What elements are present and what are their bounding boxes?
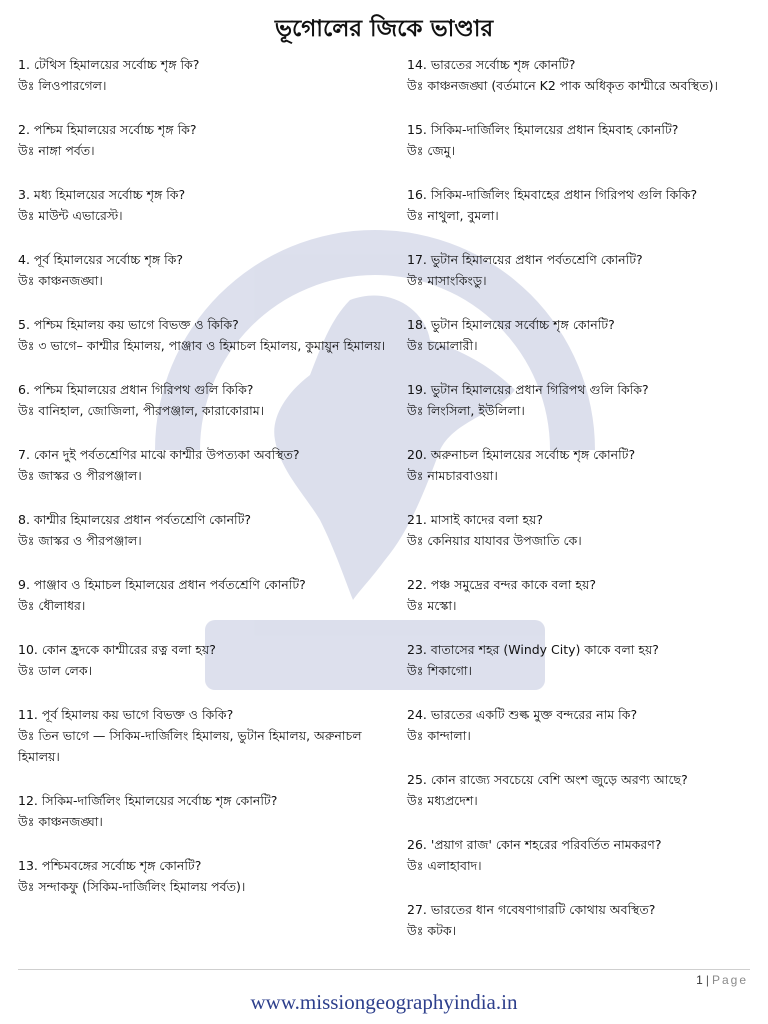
qa-item: [18, 249, 390, 291]
qa-item: [407, 184, 757, 226]
answer-text: উঃ লিওপারগেল।: [18, 78, 107, 93]
question-text: 27. ভারতের ধান গবেষণাগারটি কোথায় অবস্থিত?: [407, 902, 656, 917]
question-text: 8. কাশ্মীর হিমালয়ের প্রধান পর্বতশ্রেণি কোনটি?: [18, 512, 252, 527]
qa-item: [18, 574, 390, 616]
answer-text: উঃ বানিহাল, জোজিলা, পীরপঞ্জাল, কারাকোরাম।: [18, 403, 265, 418]
qa-item: [18, 444, 390, 486]
answer-text: উঃ নাঙ্গা পর্বত।: [18, 143, 95, 158]
qa-item: [18, 379, 390, 421]
answer-text: উঃ জাস্কর ও পীরপঞ্জাল।: [18, 533, 142, 548]
footer-website-link[interactable]: www.missiongeographyindia.in: [250, 990, 518, 1014]
qa-item: [407, 639, 757, 681]
answer-text: উঃ কটক।: [407, 923, 457, 938]
answer-text: উঃ কেনিয়ার যাযাবর উপজাতি কে।: [407, 533, 582, 548]
question-text: 12. সিকিম-দার্জিলিং হিমালয়ের সর্বোচ্চ শৃঙ্গ কোনটি?: [18, 793, 278, 808]
page-label: Page: [711, 973, 748, 987]
question-text: 6. পশ্চিম হিমালয়ের প্রধান গিরিপথ গুলি কিকি?: [18, 382, 254, 397]
question-text: 18. ভুটান হিমালয়ের সর্বোচ্চ শৃঙ্গ কোনটি?: [407, 317, 615, 332]
question-text: 16. সিকিম-দার্জিলিং হিমবাহের প্রধান গিরিপথ গুলি কিকি?: [407, 187, 698, 202]
right-column: [407, 54, 757, 964]
question-text: 10. কোন হ্রদকে কাশ্মীরের রত্ন বলা হয়?: [18, 642, 216, 657]
question-text: 24. ভারতের একটি শুল্ক মুক্ত বন্দরের নাম কি?: [407, 707, 638, 722]
qa-item: [18, 184, 390, 226]
question-text: 19. ভুটান হিমালয়ের প্রধান গিরিপথ গুলি কিকি?: [407, 382, 649, 397]
answer-text: উঃ ৩ ভাগে– কাশ্মীর হিমালয়, পাঞ্জাব ও হিমাচল হিমালয়, কুমায়ুন হিমালয়।: [18, 338, 386, 353]
answer-text: উঃ নামচারবাওয়া।: [407, 468, 498, 483]
question-text: 26. 'প্রয়াগ রাজ' কোন শহরের পরিবর্তিত নামকরণ?: [407, 837, 662, 852]
answer-text: উঃ ডাল লেক।: [18, 663, 93, 678]
answer-text: উঃ শিকাগো।: [407, 663, 473, 678]
qa-item: [18, 855, 390, 897]
answer-text: উঃ তিন ভাগে — সিকিম-দার্জিলিং হিমালয়, ভুটান হিমালয়, অরুনাচল হিমালয়।: [18, 728, 362, 764]
question-text: 1. টেথিস হিমালয়ের সর্বোচ্চ শৃঙ্গ কি?: [18, 57, 200, 72]
answer-text: উঃ সন্দাকফু (সিকিম-দার্জিলিং হিমালয় পর্বত)।: [18, 879, 246, 894]
question-text: 21. মাসাই কাদের বলা হয়?: [407, 512, 544, 527]
question-text: 14. ভারতের সর্বোচ্চ শৃঙ্গ কোনটি?: [407, 57, 576, 72]
question-text: 17. ভুটান হিমালয়ের প্রধান পর্বতশ্রেণি কোনটি?: [407, 252, 643, 267]
left-column: [18, 54, 390, 920]
question-text: 7. কোন দুই পর্বতশ্রেণির মাঝে কাশ্মীর উপত্যকা অবস্থিত?: [18, 447, 300, 462]
qa-item: [407, 574, 757, 616]
qa-item: [407, 769, 757, 811]
question-text: 4. পূর্ব হিমালয়ের সর্বোচ্চ শৃঙ্গ কি?: [18, 252, 184, 267]
qa-item: [407, 704, 757, 746]
qa-item: [407, 379, 757, 421]
question-text: 11. পূর্ব হিমালয় কয় ভাগে বিভক্ত ও কিকি?: [18, 707, 234, 722]
qa-item: [18, 314, 390, 356]
answer-text: উঃ জাস্কর ও পীরপঞ্জাল।: [18, 468, 142, 483]
question-text: 22. পঞ্চ সমুদ্রের বন্দর কাকে বলা হয়?: [407, 577, 596, 592]
footer-divider: [18, 969, 750, 970]
question-text: 15. সিকিম-দার্জিলিং হিমালয়ের প্রধান হিমবাহ কোনটি?: [407, 122, 679, 137]
question-text: 13. পশ্চিমবঙ্গের সর্বোচ্চ শৃঙ্গ কোনটি?: [18, 858, 202, 873]
qa-item: [18, 509, 390, 551]
answer-text: উঃ কাঞ্চনজঙ্ঘা।: [18, 273, 103, 288]
answer-text: উঃ মধ্যপ্রদেশ।: [407, 793, 478, 808]
qa-item: [18, 639, 390, 681]
page-number-value: 1: [696, 973, 703, 987]
answer-text: উঃ কাঞ্চনজঙ্ঘা (বর্তমানে K2 পাক অধিকৃত কাশ্মীরে অবস্থিত)।: [407, 78, 719, 93]
qa-item: [18, 704, 390, 767]
question-text: 23. বাতাসের শহর (Windy City) কাকে বলা হয়?: [407, 642, 659, 657]
question-text: 25. কোন রাজ্যে সবচেয়ে বেশি অংশ জুড়ে অরণ্য আছে?: [407, 772, 688, 787]
qa-item: [407, 119, 757, 161]
answer-text: উঃ কান্দালা।: [407, 728, 471, 743]
answer-text: উঃ চমোলারী।: [407, 338, 478, 353]
qa-item: [407, 834, 757, 876]
answer-text: উঃ ধৌলাধর।: [18, 598, 86, 613]
qa-item: [407, 444, 757, 486]
question-text: 20. অরুনাচল হিমালয়ের সর্বোচ্চ শৃঙ্গ কোনটি?: [407, 447, 636, 462]
page-number: [696, 973, 748, 987]
qa-item: [18, 54, 390, 96]
qa-item: [18, 790, 390, 832]
qa-item: [18, 119, 390, 161]
answer-text: উঃ মাসাংকিংডু।: [407, 273, 487, 288]
answer-text: উঃ জেমু।: [407, 143, 456, 158]
answer-text: উঃ কাঞ্চনজঙ্ঘা।: [18, 814, 103, 829]
qa-item: [407, 314, 757, 356]
question-text: 2. পশ্চিম হিমালয়ের সর্বোচ্চ শৃঙ্গ কি?: [18, 122, 197, 137]
answer-text: উঃ মস্কো।: [407, 598, 457, 613]
answer-text: উঃ নাথুলা, বুমলা।: [407, 208, 499, 223]
qa-item: [407, 509, 757, 551]
question-text: 5. পশ্চিম হিমালয় কয় ভাগে বিভক্ত ও কিকি?: [18, 317, 239, 332]
answer-text: উঃ এলাহাবাদ।: [407, 858, 482, 873]
question-text: 9. পাঞ্জাব ও হিমাচল হিমালয়ের প্রধান পর্বতশ্রেণি কোনটি?: [18, 577, 306, 592]
qa-item: [407, 249, 757, 291]
qa-item: [407, 54, 757, 96]
page-number-separator: |: [705, 973, 709, 987]
qa-item: [407, 899, 757, 941]
question-text: 3. মধ্য হিমালয়ের সর্বোচ্চ শৃঙ্গ কি?: [18, 187, 186, 202]
answer-text: উঃ মাউন্ট এভারেস্ট।: [18, 208, 123, 223]
answer-text: উঃ লিংসিলা, ইউলিলা।: [407, 403, 525, 418]
page-title: ভূগোলের জিকে ভাণ্ডার: [274, 16, 494, 42]
